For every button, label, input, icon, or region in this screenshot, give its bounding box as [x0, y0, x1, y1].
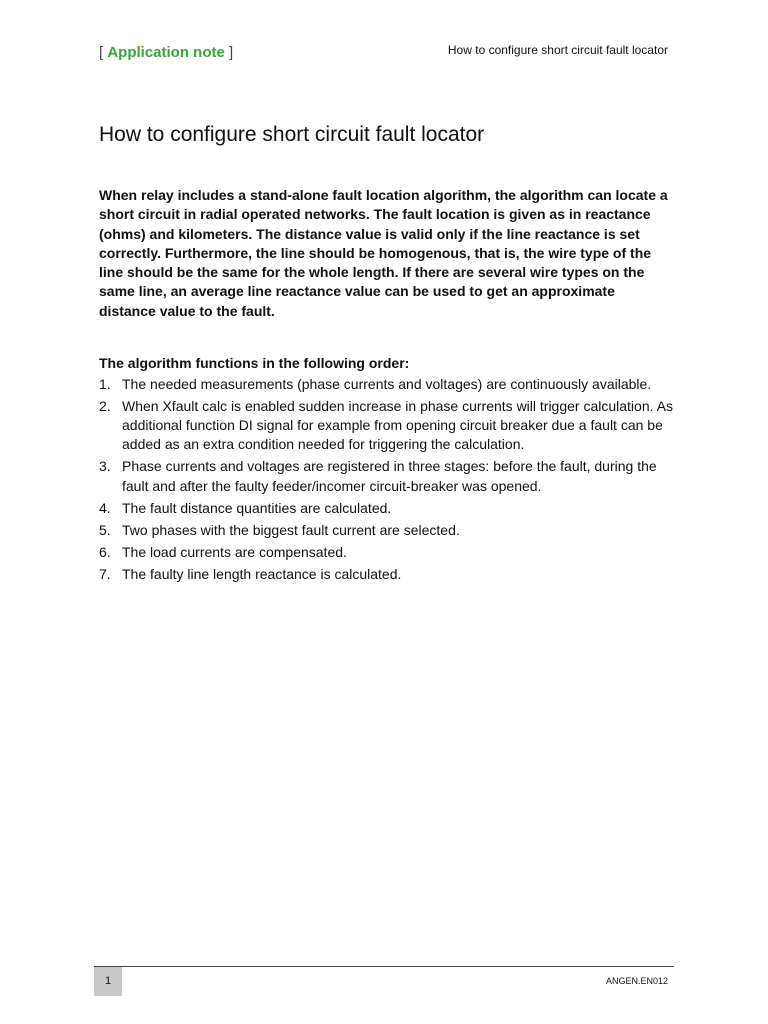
list-item-number: 2.	[99, 398, 111, 414]
list-item	[99, 499, 674, 518]
intro-paragraph: When relay includes a stand-alone fault location algorithm, the algorithm can locate a short circuit in radial operated networks. The fault location is given as in reactance (ohms) and kilometers. The distance value is valid only if the line reactance is set correctly. Furthermore, the line should be homogenous, that is, the wire type of the line should be the same for the whole length. If there are several wire types on the same line, an average line reactance value can be used to get an approximate distance value to the fault.	[99, 187, 668, 319]
list-item	[99, 543, 674, 562]
list-item-text: The needed measurements (phase currents and voltages) are continuously available.	[122, 376, 652, 392]
application-note-label: Application note	[107, 44, 225, 61]
bracket-open: [	[99, 44, 104, 61]
page-title: How to configure short circuit fault locator	[99, 123, 485, 146]
list-item-text: Phase currents and voltages are registered in three stages: before the fault, during the fault and after the faulty feeder/incomer circuit-breaker was opened.	[122, 458, 657, 494]
list-item	[99, 457, 674, 495]
list-item-number: 4.	[99, 499, 111, 516]
list-item-number: 6.	[99, 543, 111, 560]
running-header-title: How to configure short circuit fault locator	[447, 43, 668, 57]
document-code: ANGEN.EN012	[605, 976, 668, 986]
list-item-text: Two phases with the biggest fault current are selected.	[122, 521, 460, 538]
list-heading: The algorithm functions in the following order:	[99, 355, 410, 371]
list-item-text: The fault distance quantities are calculated.	[122, 499, 392, 516]
algorithm-steps-list	[99, 375, 674, 587]
footer-divider	[94, 966, 674, 967]
bracket-close: ]	[229, 44, 234, 61]
list-item-text: The faulty line length reactance is calculated.	[122, 565, 402, 582]
list-item	[99, 565, 674, 584]
list-item-number: 7.	[99, 565, 111, 582]
list-item-number: 5.	[99, 521, 111, 538]
list-item-text: When Xfault calc is enabled sudden increase in phase currents will trigger calculation. As additional function DI signal for example from opening circuit breaker due a fault can be added as an extra condition needed for triggering the calculation.	[122, 398, 673, 453]
page-number: 1	[94, 967, 122, 996]
list-item	[99, 521, 674, 540]
list-item-number: 3.	[99, 458, 111, 475]
list-item-text: The load currents are compensated.	[122, 543, 347, 560]
application-note-tag	[99, 44, 233, 62]
list-item	[99, 375, 674, 394]
list-item	[99, 397, 674, 455]
list-item-number: 1.	[99, 376, 111, 392]
